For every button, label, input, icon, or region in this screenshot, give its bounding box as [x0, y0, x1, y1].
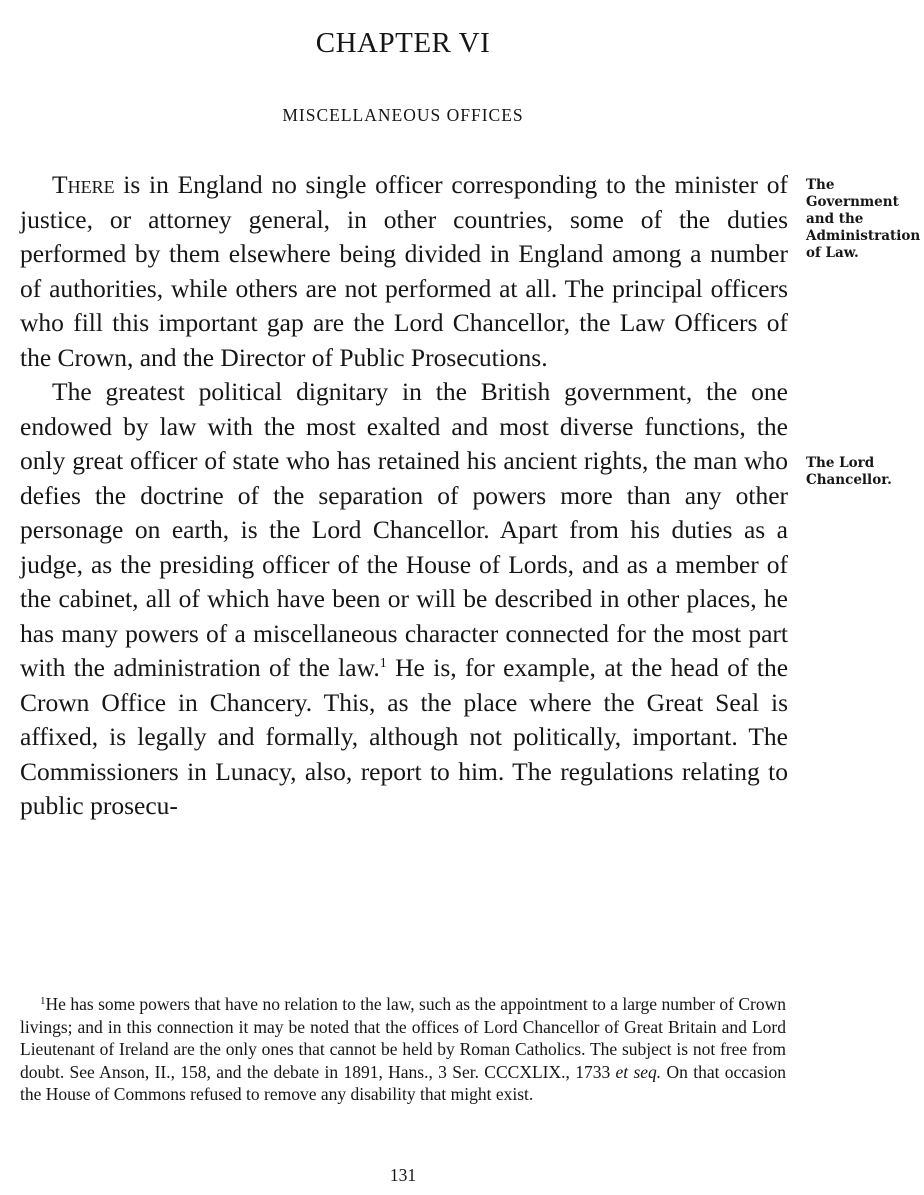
paragraph-2 [20, 375, 788, 824]
footnote-text-continued: On that occasion the House of Commons refused to remove any disability that might exist. [20, 1061, 786, 1104]
paragraph-text-continued: He is, for example, at the head of the Crown Office in Chancery. This, as the place where the Great Seal is affixed, is legally and formally, although not politically, important. The Commissioners in Lunacy, also, report to him. The regulations relating to public prosecu- [20, 653, 789, 820]
body-text [20, 168, 788, 824]
page-number: 131 [389, 1165, 417, 1185]
footnote [20, 993, 786, 1106]
paragraph-text: is in England no single officer corresponding to the minister of justice, or attorney general, in other countries, some of the duties performed by them elsewhere being divided in England among a number of authorities, while others are not performed at all. The principal officers who fill this important gap are the Lord Chancellor, the Law Officers of the Crown, and the Director of Public Prosecutions. [20, 170, 788, 372]
section-title: MISCELLANEOUS OFFICES [282, 105, 524, 125]
footnote-reference: 1 [379, 656, 387, 671]
paragraph-1 [20, 168, 788, 375]
footnote-italic: et seq. [615, 1061, 662, 1082]
chapter-title: CHAPTER VI [315, 27, 491, 59]
paragraph-text: The greatest political dignitary in the British government, the one endowed by law with the most exalted and most diverse functions, the only great officer of state who has retained his ancient rights, the man who defies the doctrine of the separation of powers more than any other personage on earth, is the Lord Chancellor. Apart from his duties as a judge, as the presiding officer of the House of Lords, and as a member of the cabinet, all of which have been or will be described in other places, he has many powers of a miscellaneous character connected for the most part with the administration of the law. [20, 377, 788, 682]
margin-note-lord-chancellor: The Lord Chancellor. [806, 455, 892, 488]
paragraph-lead-word: There [52, 170, 115, 199]
footnote-text: He has some powers that have no relation to the law, such as the appointment to a large number of Crown livings; and in this connection it may be noted that the offices of Lord Chancellor of Great Britain and Lord Lieutenant of Ireland are the only ones that cannot be held by Roman Catholics. The subject is not free from doubt. See Anson, II., 158, and the debate in 1891, Hans., 3 Ser. CCCXLIX., 1733 [20, 994, 786, 1082]
margin-note-government-law: The Government and the Administration of Law. [806, 177, 921, 261]
footnote-mark: 1 [40, 995, 46, 1007]
